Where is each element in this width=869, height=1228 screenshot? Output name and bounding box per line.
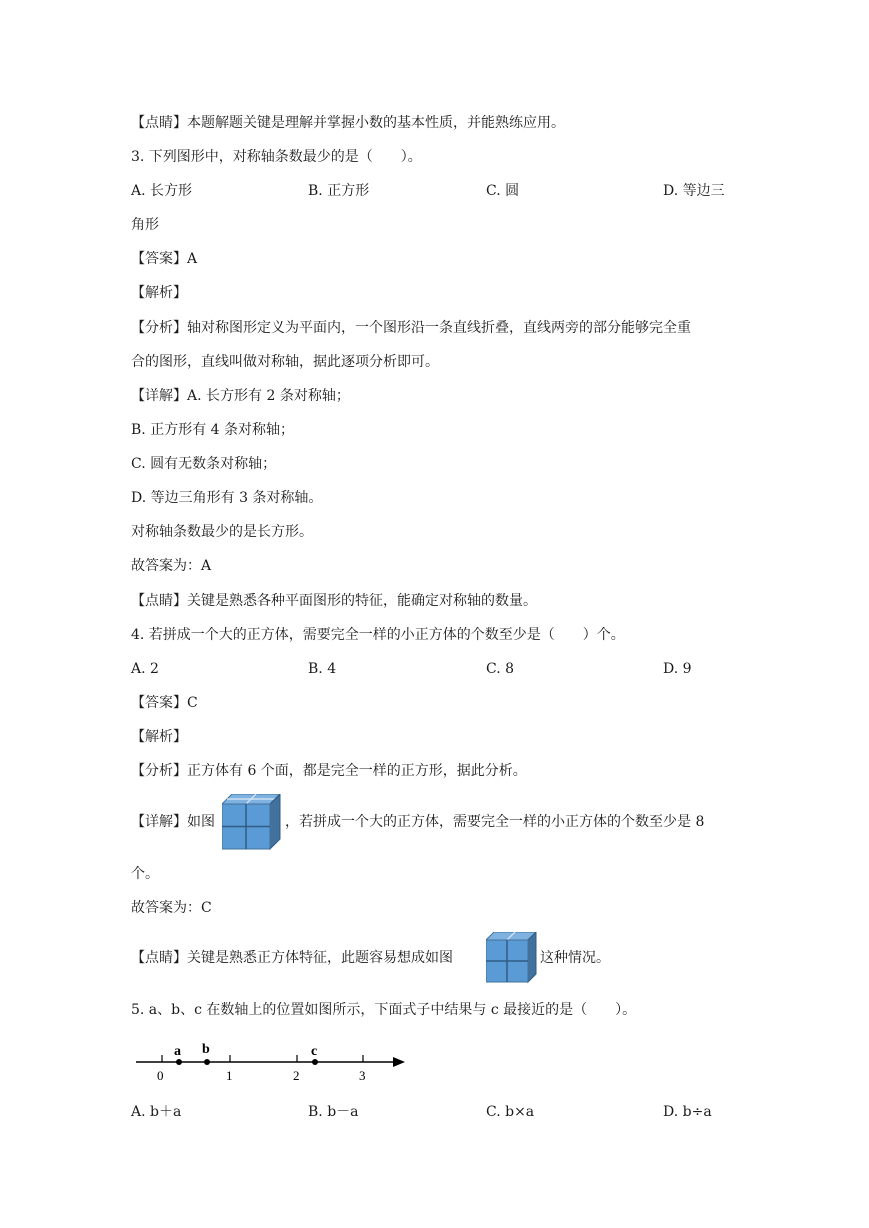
q3-final-answer: 故答案为：A xyxy=(131,558,212,574)
q4-answer: 【答案】C xyxy=(131,695,198,711)
tick-label-1: 1 xyxy=(226,1068,233,1083)
q4-key-point-suffix: 这种情况。 xyxy=(540,950,610,966)
point-label-a: a xyxy=(174,1044,181,1059)
q4-detail-prefix: 【详解】如图 xyxy=(131,814,215,830)
q3-detail-line-2: B. 正方形有 4 条对称轴； xyxy=(131,422,294,438)
q3-option-a: A. 长方形 xyxy=(131,183,193,199)
point-b xyxy=(204,1059,210,1065)
q3-detail-line-4: D. 等边三角形有 3 条对称轴。 xyxy=(131,490,323,506)
q3-analysis-line-1: 【分析】轴对称图形定义为平面内，一个图形沿一条直线折叠，直线两旁的部分能够完全重 xyxy=(131,320,691,336)
q4-detail-continuation: ，若拼成一个大的正方体，需要完全一样的小正方体的个数至少是 8 xyxy=(285,814,705,830)
number-line-arrow xyxy=(393,1057,405,1067)
q3-detail-line-1: 【详解】A. 长方形有 2 条对称轴； xyxy=(131,388,350,404)
q3-option-b: B. 正方形 xyxy=(308,183,370,199)
q4-option-c: C. 8 xyxy=(486,661,515,677)
q5-option-c: C. b×a xyxy=(486,1104,535,1120)
tick-label-3: 3 xyxy=(359,1068,366,1083)
q3-option-c: C. 圆 xyxy=(486,183,520,199)
q5-option-d: D. b÷a xyxy=(663,1104,712,1120)
q4-analysis: 【分析】正方体有 6 个面，都是完全一样的正方形，据此分析。 xyxy=(131,763,527,779)
question-4: 4. 若拼成一个大的正方体，需要完全一样的小正方体的个数至少是（ ）个。 xyxy=(131,627,625,643)
tick-label-0: 0 xyxy=(157,1068,164,1083)
point-label-b: b xyxy=(202,1042,210,1057)
point-a xyxy=(176,1059,182,1065)
point-c xyxy=(312,1059,318,1065)
question-5: 5. a、b、c 在数轴上的位置如图所示，下面式子中结果与 c 最接近的是（ ）。 xyxy=(131,1002,637,1018)
q4-final-answer: 故答案为：C xyxy=(131,900,212,916)
q3-option-d: D. 等边三 xyxy=(663,183,725,199)
cube-2x2-figure xyxy=(486,932,538,984)
number-line-figure xyxy=(131,1036,411,1086)
tick-label-2: 2 xyxy=(293,1068,300,1083)
cube-2x2x2-figure xyxy=(222,794,282,850)
q3-answer: 【答案】A xyxy=(131,251,198,267)
q3-key-point: 【点睛】关键是熟悉各种平面图形的特征，能确定对称轴的数量。 xyxy=(131,593,537,609)
q3-option-d-continued: 角形 xyxy=(131,217,159,233)
key-point-line: 【点睛】本题解题关键是理解并掌握小数的基本性质，并能熟练应用。 xyxy=(131,115,565,131)
q4-analysis-heading: 【解析】 xyxy=(131,729,187,745)
point-label-c: c xyxy=(311,1044,318,1059)
q5-option-a: A. b＋a xyxy=(131,1104,182,1120)
q3-detail-line-5: 对称轴条数最少的是长方形。 xyxy=(131,524,313,540)
q5-option-b: B. b－a xyxy=(308,1104,359,1120)
q3-analysis-line-2: 合的图形，直线叫做对称轴，据此逐项分析即可。 xyxy=(131,354,439,370)
question-3: 3. 下列图形中，对称轴条数最少的是（ ）。 xyxy=(131,149,422,165)
q4-key-point-prefix: 【点睛】关键是熟悉正方体特征，此题容易想成如图 xyxy=(131,950,453,966)
q4-option-a: A. 2 xyxy=(131,661,159,677)
q4-option-d: D. 9 xyxy=(663,661,692,677)
q4-detail-line-2: 个。 xyxy=(131,866,159,882)
q3-detail-line-3: C. 圆有无数条对称轴； xyxy=(131,456,277,472)
q3-analysis-heading: 【解析】 xyxy=(131,285,187,301)
q4-option-b: B. 4 xyxy=(308,661,337,677)
